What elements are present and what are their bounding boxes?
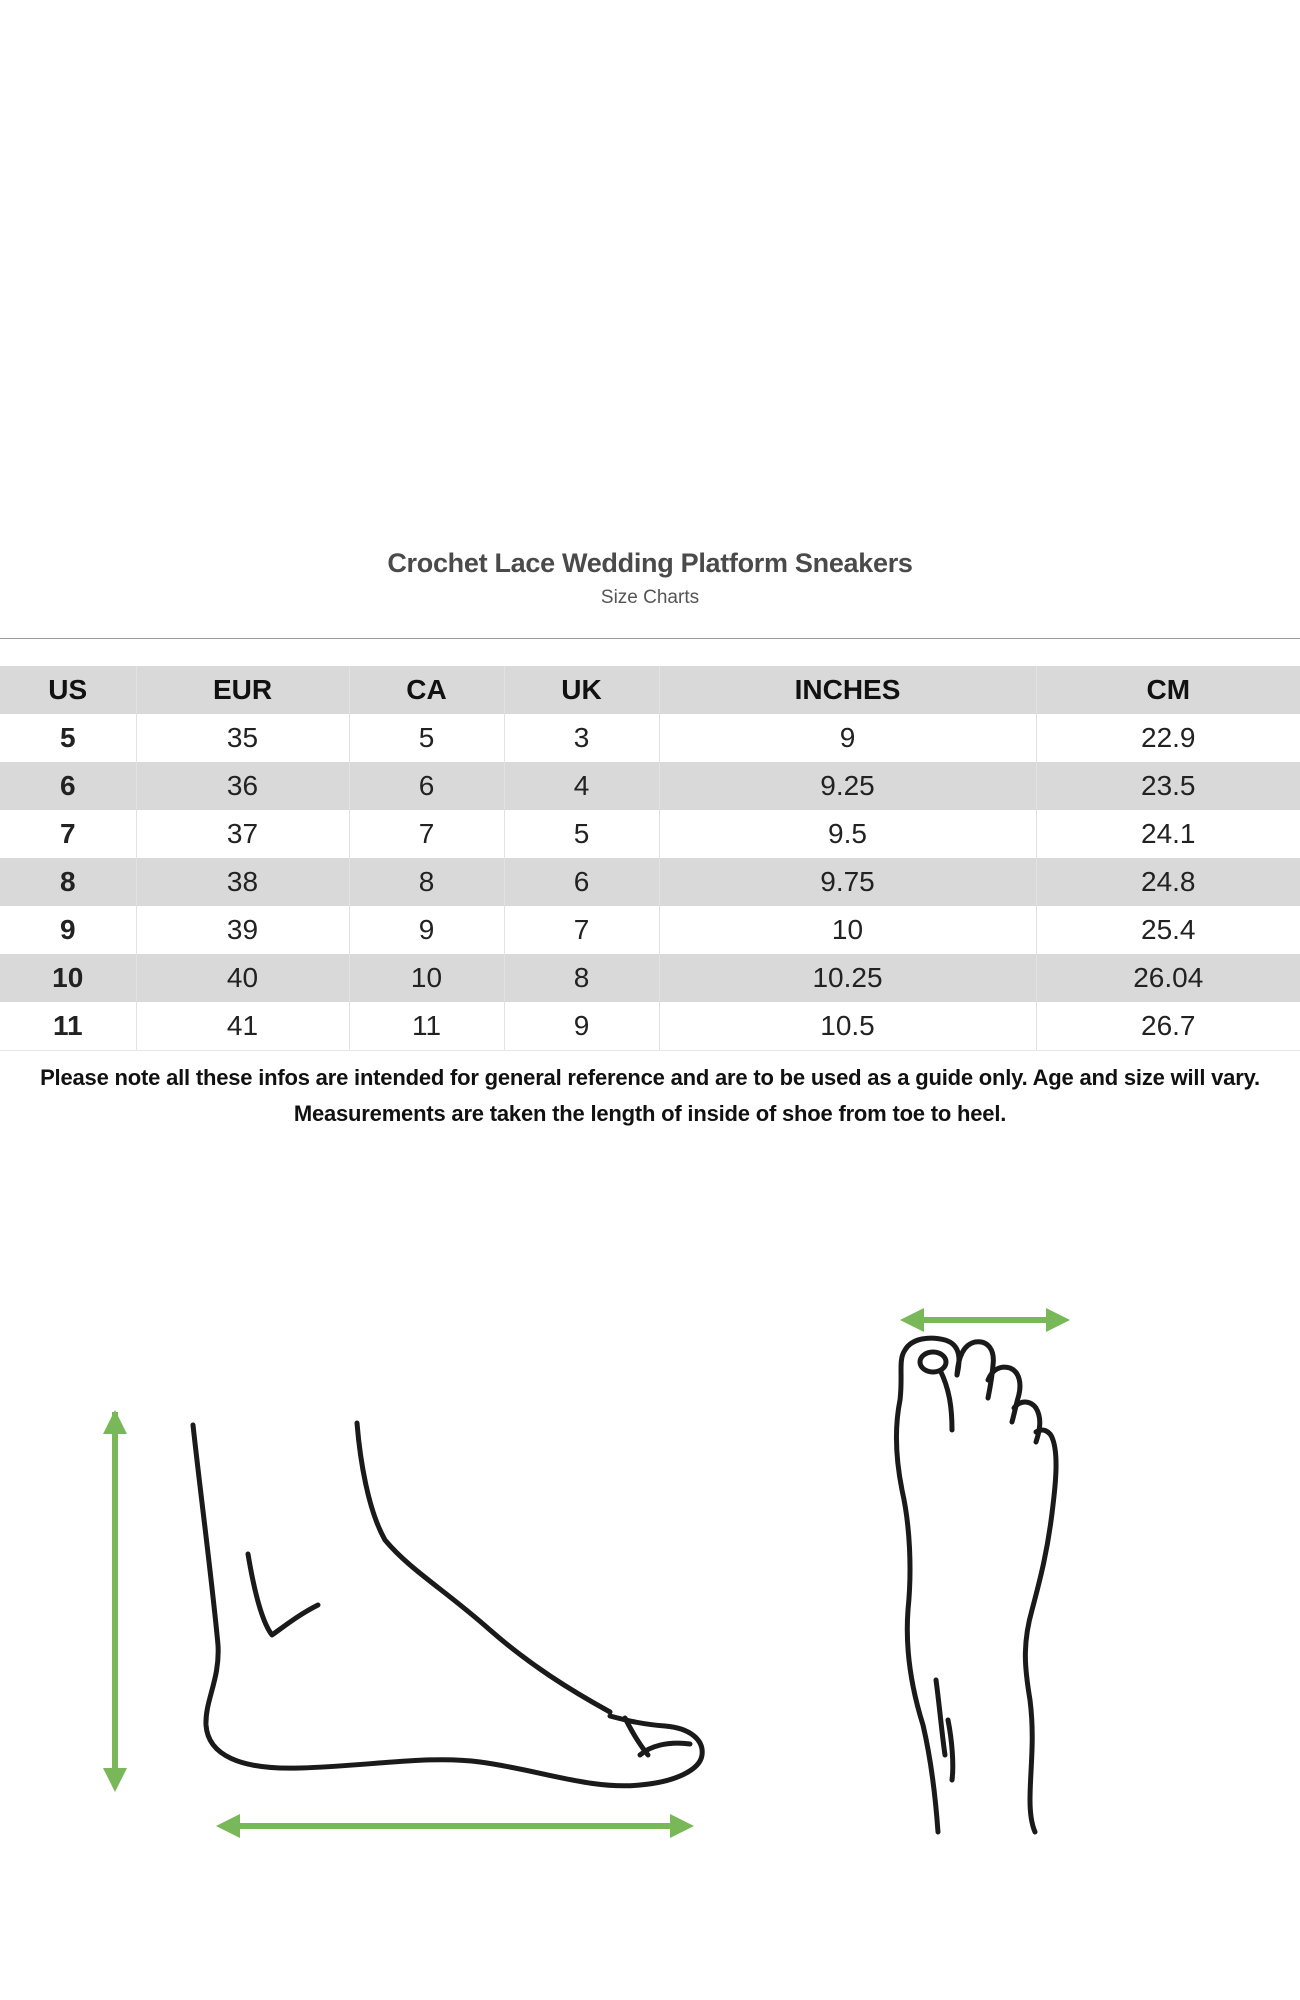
cell-inches: 9.5 [659, 810, 1036, 858]
cell-inches: 10.5 [659, 1002, 1036, 1051]
cell-uk: 6 [504, 858, 659, 906]
cell-uk: 4 [504, 762, 659, 810]
cell-us: 11 [0, 1002, 136, 1051]
cell-cm: 24.8 [1036, 858, 1300, 906]
cell-uk: 7 [504, 906, 659, 954]
cell-inches: 9 [659, 714, 1036, 762]
table-row [0, 714, 1300, 762]
cell-cm: 26.7 [1036, 1002, 1300, 1051]
cell-ca: 5 [349, 714, 504, 762]
cell-ca: 11 [349, 1002, 504, 1051]
cell-us: 6 [0, 762, 136, 810]
cell-eur: 40 [136, 954, 349, 1002]
width-arrow-icon [900, 1308, 1070, 1332]
cell-cm: 25.4 [1141, 914, 1196, 945]
cell-us: 5 [0, 714, 136, 762]
cell-inches: 9.25 [659, 762, 1036, 810]
cell-ca: 8 [349, 858, 504, 906]
cell-uk: 9 [504, 1002, 659, 1051]
length-arrow-icon [216, 1814, 694, 1838]
table-row [0, 858, 1300, 906]
cell-ca: 10 [349, 954, 504, 1002]
cell-eur: 36 [136, 762, 349, 810]
table-row [0, 1002, 1300, 1051]
cell-cm: 22.9 [1141, 722, 1196, 753]
cell-us: 8 [0, 858, 136, 906]
cell-ca: 7 [349, 810, 504, 858]
cell-us: 10 [0, 954, 136, 1002]
column-header-uk: UK [504, 666, 659, 714]
cell-eur: 41 [136, 1002, 349, 1051]
cell-cm: 26.04 [1036, 954, 1300, 1002]
cell-ca: 9 [349, 906, 504, 954]
cell-us: 7 [0, 810, 136, 858]
cell-eur: 38 [136, 858, 349, 906]
measurement-line: Measurements are taken the length of inside of shoe from toe to heel. [293, 1101, 1007, 1126]
foot-measurement-illustration [0, 1250, 1300, 1870]
column-header-eur: EUR [136, 666, 349, 714]
cell-uk: 8 [504, 954, 659, 1002]
header-divider [0, 638, 1300, 639]
cell-cm: 24.1 [1141, 818, 1196, 849]
page-title: Crochet Lace Wedding Platform Sneakers [387, 548, 913, 578]
cell-eur: 39 [136, 906, 349, 954]
chart-header [0, 545, 1300, 613]
foot-side-view-icon [193, 1423, 702, 1786]
table-header-row [0, 666, 1300, 714]
disclaimer-note [0, 1060, 1300, 1132]
cell-us: 9 [0, 906, 136, 954]
column-header-cm: CM [1036, 666, 1300, 714]
disclaimer-line: Please note all these infos are intended for general reference and are to be used as a guide only. Age and size will vary. [40, 1065, 1260, 1090]
page-subtitle: Size Charts [600, 587, 700, 608]
table-row [0, 810, 1300, 858]
cell-eur: 35 [136, 714, 349, 762]
column-header-us: US [0, 666, 136, 714]
cell-uk: 3 [504, 714, 659, 762]
column-header-inches: INCHES [659, 666, 1036, 714]
size-chart-table [0, 666, 1300, 1051]
foot-top-view-icon [896, 1338, 1056, 1832]
table-row [0, 954, 1300, 1002]
cell-inches: 10.25 [659, 954, 1036, 1002]
table-row [0, 762, 1300, 810]
cell-uk: 5 [504, 810, 659, 858]
column-header-ca: CA [349, 666, 504, 714]
cell-inches: 9.75 [659, 858, 1036, 906]
cell-cm: 23.5 [1036, 762, 1300, 810]
table-row [0, 906, 1300, 954]
cell-eur: 37 [136, 810, 349, 858]
height-arrow-icon [103, 1410, 127, 1792]
cell-inches: 10 [659, 906, 1036, 954]
cell-ca: 6 [349, 762, 504, 810]
